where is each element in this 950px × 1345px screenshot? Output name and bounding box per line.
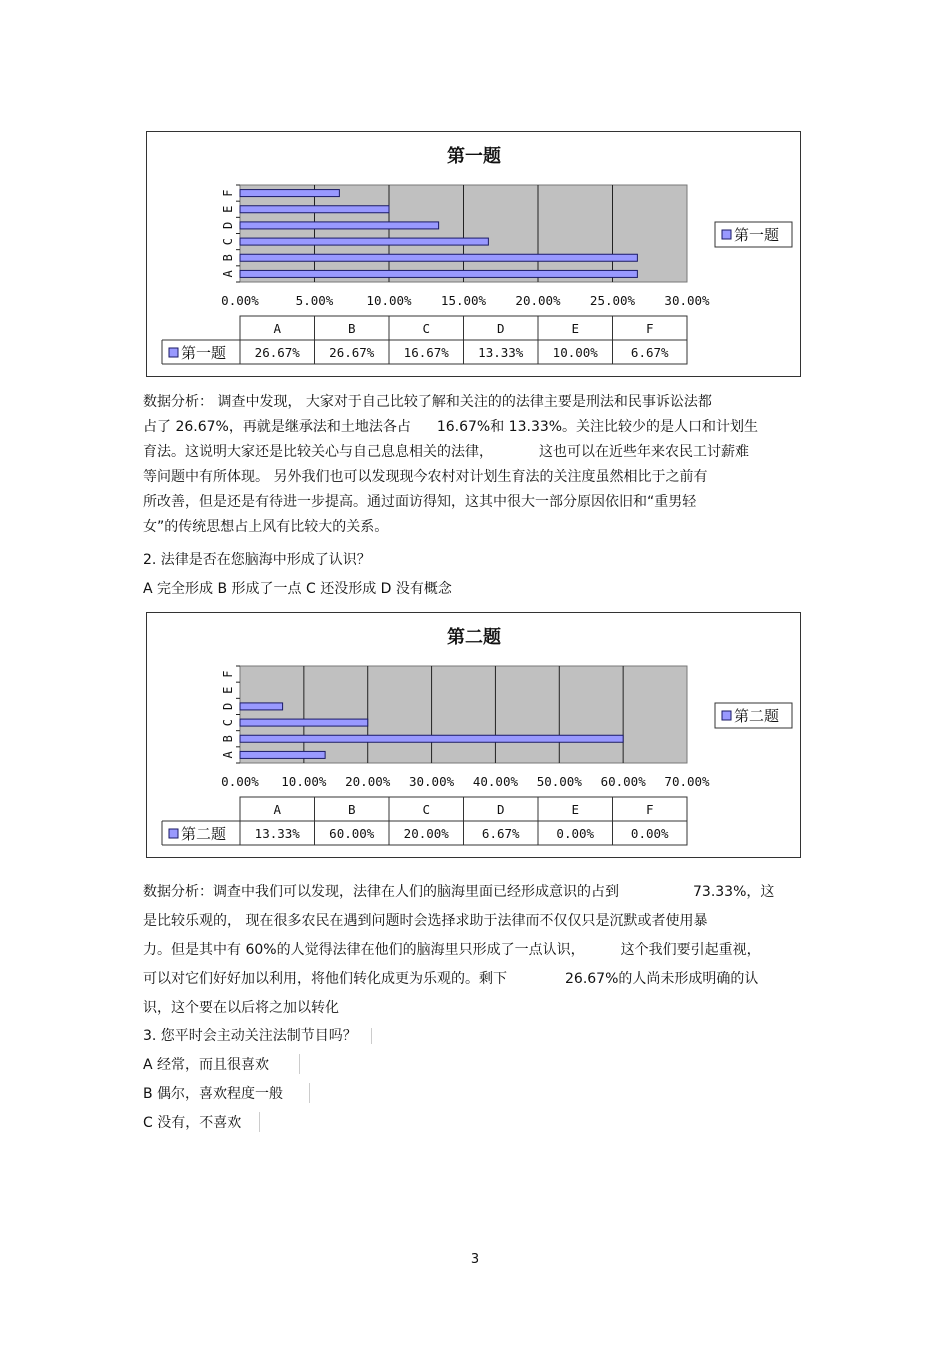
plot-area xyxy=(240,666,687,763)
y-category-label: B xyxy=(221,735,235,743)
y-category-label: E xyxy=(221,686,235,694)
y-category-label: B xyxy=(221,254,235,262)
table-value-label: 16.67% xyxy=(403,345,449,360)
bar-c xyxy=(240,238,488,245)
legend-swatch xyxy=(722,230,731,239)
x-tick-label: 20.00% xyxy=(345,774,391,789)
x-tick-label: 5.00% xyxy=(295,293,334,308)
bar-b xyxy=(240,735,623,742)
table-value-label: 20.00% xyxy=(403,826,449,841)
x-tick-label: 40.00% xyxy=(472,774,519,789)
table-value-label: 0.00% xyxy=(630,826,669,841)
bar-a xyxy=(240,270,637,277)
y-category-label: F xyxy=(221,189,235,197)
x-tick-label: 60.00% xyxy=(600,774,646,789)
bar-c xyxy=(240,719,368,726)
bar-a xyxy=(240,751,325,758)
question-3-option-a: A 经常，而且很喜欢 xyxy=(143,1054,300,1074)
legend-swatch xyxy=(722,711,731,720)
y-category-label: D xyxy=(221,221,235,230)
analysis-line: 数据分析：调查中我们可以发现，法律在人们的脑海里面已经形成意识的占到 73.33%，这 xyxy=(143,884,775,900)
table-value-label: 0.00% xyxy=(556,826,595,841)
x-tick-label: 0.00% xyxy=(221,293,259,308)
table-category-label: B xyxy=(347,321,356,336)
chart-q1-svg xyxy=(147,132,802,378)
chart-q2 xyxy=(146,612,801,858)
question-3-option-b: B 偶尔，喜欢程度一般 xyxy=(143,1083,310,1103)
x-tick-label: 30.00% xyxy=(664,293,710,308)
table-category-label: E xyxy=(571,321,580,336)
question-2-options: A 完全形成 B 形成了一点 C 还没形成 D 没有概念 xyxy=(143,581,452,597)
analysis-line: 可以对它们好好加以利用，将他们转化成更为乐观的。剩下 26.67%的人尚未形成明确的认 xyxy=(143,971,759,987)
x-tick-label: 30.00% xyxy=(408,774,455,789)
table-category-label: C xyxy=(422,321,431,336)
bar-b xyxy=(240,254,637,261)
analysis-line: 女”的传统思想占上风有比较大的关系。 xyxy=(143,519,389,535)
table-category-label: D xyxy=(496,321,505,336)
table-series-label: 第一题 xyxy=(181,344,227,362)
analysis-line: 育法。这说明大家还是比较关心与自己息息相关的法律， 这也可以在近些年来农民工讨薪难 xyxy=(143,444,749,460)
bar-e xyxy=(240,206,389,213)
analysis-q2 xyxy=(143,878,774,1023)
table-category-label: C xyxy=(422,802,431,817)
question-2: 2. 法律是否在您脑海中形成了认识？ xyxy=(143,552,371,568)
chart-title: 第一题 xyxy=(447,146,501,167)
x-tick-label: 10.00% xyxy=(281,774,327,789)
y-category-label: C xyxy=(221,718,235,727)
x-tick-label: 0.00% xyxy=(221,774,259,789)
x-tick-label: 20.00% xyxy=(515,293,561,308)
y-category-label: D xyxy=(221,702,235,711)
table-category-label: A xyxy=(273,802,282,817)
question-3-option-c: C 没有，不喜欢 xyxy=(143,1112,260,1132)
table-legend-swatch xyxy=(169,348,178,357)
chart-q1 xyxy=(146,131,801,377)
table-value-label: 26.67% xyxy=(254,345,300,360)
table-category-label: E xyxy=(571,802,580,817)
bar-d xyxy=(240,703,283,710)
analysis-line: 识，这个要在以后将之加以转化 xyxy=(143,1000,339,1016)
x-tick-label: 25.00% xyxy=(589,293,636,308)
y-category-label: F xyxy=(221,670,235,678)
page-number: 3 xyxy=(470,1252,480,1267)
bar-f xyxy=(240,190,339,197)
chart-q2-svg xyxy=(147,613,802,859)
bar-d xyxy=(240,222,439,229)
table-category-label: F xyxy=(645,321,654,336)
table-value-label: 13.33% xyxy=(254,826,300,841)
analysis-line: 是比较乐观的， 现在很多农民在遇到问题时会选择求助于法律而不仅仅只是沉默或者使用暴 xyxy=(143,913,708,929)
legend-label: 第二题 xyxy=(734,707,780,725)
x-tick-label: 15.00% xyxy=(440,293,487,308)
table-category-label: F xyxy=(645,802,654,817)
table-category-label: A xyxy=(273,321,282,336)
table-category-label: D xyxy=(496,802,505,817)
analysis-line: 等问题中有所体现。 另外我们也可以发现现今农村对计划生育法的关注度虽然相比于之前有 xyxy=(143,469,708,485)
analysis-line: 所改善，但是还是有待进一步提高。通过面访得知，这其中很大一部分原因依旧和“重男轻 xyxy=(143,494,697,510)
analysis-line: 力。但是其中有 60%的人觉得法律在他们的脑海里只形成了一点认识， 这个我们要引起重视， xyxy=(143,942,761,958)
table-category-label: B xyxy=(347,802,356,817)
y-category-label: A xyxy=(221,270,235,278)
analysis-line: 数据分析： 调查中发现， 大家对于自己比较了解和关注的的法律主要是刑法和民事诉讼法都 xyxy=(143,394,712,410)
table-value-label: 26.67% xyxy=(329,345,375,360)
question-3: 3. 您平时会主动关注法制节目吗？ xyxy=(143,1025,372,1045)
table-value-label: 6.67% xyxy=(481,826,520,841)
table-value-label: 60.00% xyxy=(329,826,375,841)
y-category-label: A xyxy=(221,751,235,759)
x-tick-label: 70.00% xyxy=(664,774,710,789)
table-value-label: 13.33% xyxy=(478,345,524,360)
table-value-label: 10.00% xyxy=(552,345,598,360)
table-value-label: 6.67% xyxy=(630,345,669,360)
table-legend-swatch xyxy=(169,829,178,838)
chart-title: 第二题 xyxy=(447,627,501,648)
analysis-q1 xyxy=(143,390,758,540)
x-tick-label: 10.00% xyxy=(366,293,412,308)
y-category-label: C xyxy=(221,237,235,246)
table-series-label: 第二题 xyxy=(181,825,227,843)
legend-label: 第一题 xyxy=(734,226,780,244)
y-category-label: E xyxy=(221,205,235,213)
analysis-line: 占了 26.67%，再就是继承法和土地法各占 16.67%和 13.33%。关注比较少的是人口和计划生 xyxy=(143,419,759,435)
x-tick-label: 50.00% xyxy=(536,774,582,789)
